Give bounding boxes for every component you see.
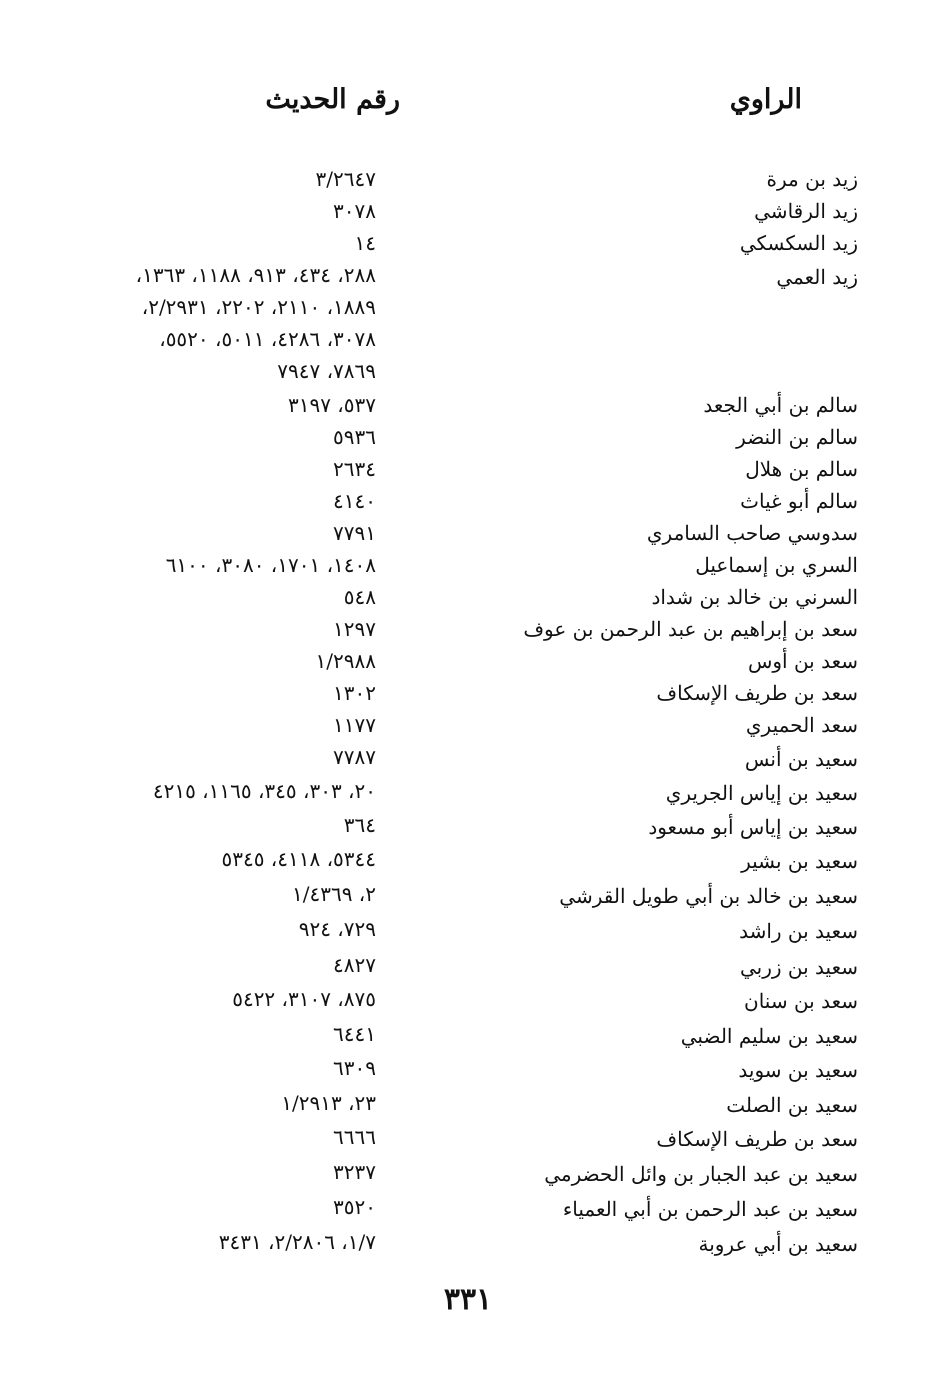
narrator-column-header: الراوي [729,84,802,115]
number-line: ٧٧٩١ [333,521,376,545]
narrator-name: سعيد بن عبد الرحمن بن أبي العمياء [562,1197,858,1221]
number-line: ٢٣، ١/٢٩١٣ [281,1091,376,1115]
number-line: ٧٨٦٩، ٧٩٤٧ [277,359,376,383]
number-line: ١٤٠٨، ١٧٠١، ٣٠٨٠، ٦١٠٠ [165,553,376,577]
number-line: ١/٧، ٢/٢٨٠٦، ٣٤٣١ [218,1230,376,1254]
narrator-name: السرني بن خالد بن شداد [651,585,858,609]
number-line: ١٣٠٢ [333,681,376,705]
number-line: ٥٣٧، ٣١٩٧ [287,393,376,417]
narrator-name: سعد بن أوس [747,649,858,673]
narrator-name: سعيد بن راشد [739,919,858,943]
narrator-name: سعد بن طريف الإسكاف [656,681,858,705]
number-line: ٧٢٩، ٩٢٤ [298,917,376,941]
narrator-name: سعيد بن أبي عروبة [698,1232,858,1256]
narrator-name: سعيد بن إياس أبو مسعود [648,815,858,839]
number-line: ٣٠٧٨، ٤٢٨٦، ٥٠١١، ٥٥٢٠، [159,327,376,351]
number-line: ٤١٤٠ [333,489,376,513]
number-line: ٥٣٤٤، ٤١١٨، ٥٣٤٥ [221,847,376,871]
number-line: ٣/٢٦٤٧ [315,167,376,191]
number-line: ٦٣٠٩ [333,1056,376,1080]
number-line: ٢، ١/٤٣٦٩ [291,882,376,906]
narrator-name: زيد السكسكي [739,231,858,255]
narrator-name: زيد العمي [776,265,858,289]
narrator-name: سعيد بن سليم الضبي [680,1024,858,1048]
number-line: ٧٧٨٧ [333,745,376,769]
page-number: ٣٣١ [443,1282,493,1317]
number-line: ١١٧٧ [333,713,376,737]
narrator-name: سعيد بن إياس الجريري [665,781,858,805]
number-line: ٢٠، ٣٠٣، ٣٤٥، ١١٦٥، ٤٢١٥ [152,779,376,803]
number-line: ١/٢٩٨٨ [315,649,376,673]
number-line: ٨٧٥، ٣١٠٧، ٥٤٢٢ [232,987,376,1011]
number-line: ٥٩٣٦ [333,425,376,449]
number-line: ٣٦٤ [343,813,376,837]
narrator-name: سعيد بن خالد بن أبي طويل القرشي [559,884,858,908]
narrator-name: زيد الرقاشي [754,199,858,223]
number-line: ١٤ [354,231,376,255]
number-line: ٢٨٨، ٤٣٤، ٩١٣، ١١٨٨، ١٣٦٣، [135,263,376,287]
narrator-name: سعد الحميري [745,713,858,737]
narrator-name: سعيد بن بشير [741,849,858,873]
narrator-name: سعيد بن زربي [740,955,858,979]
narrator-name: سعد بن طريف الإسكاف [656,1127,858,1151]
narrator-name: زيد بن مرة [766,167,858,191]
narrator-name: سالم أبو غياث [740,489,858,513]
number-line: ٦٤٤١ [333,1022,376,1046]
number-line: ٣٥٢٠ [333,1195,376,1219]
narrator-name: سدوسي صاحب السامري [646,521,858,545]
narrator-name: سالم بن هلال [745,457,858,481]
number-line: ٦٦٦٦ [333,1125,376,1149]
narrator-name: سعد بن إبراهيم بن عبد الرحمن بن عوف [523,617,858,641]
narrator-name: سعيد بن سويد [738,1058,858,1082]
number-line: ١٢٩٧ [333,617,376,641]
narrator-name: سالم بن أبي الجعد [703,393,858,417]
narrator-name: سعيد بن أنس [744,747,858,771]
narrator-name: سالم بن النضر [736,425,858,449]
number-line: ٣٠٧٨ [333,199,376,223]
narrator-name: السري بن إسماعيل [695,553,858,577]
hadith-number-column-header: رقم الحديث [265,84,400,115]
number-line: ١٨٨٩، ٢١١٠، ٢٢٠٢، ٢/٢٩٣١، [141,295,376,319]
number-line: ٥٤٨ [343,585,376,609]
number-line: ٤٨٢٧ [333,953,376,977]
number-line: ٢٦٣٤ [333,457,376,481]
narrator-name: سعيد بن الصلت [726,1093,858,1117]
number-line: ٣٢٣٧ [333,1160,376,1184]
narrator-name: سعيد بن عبد الجبار بن وائل الحضرمي [544,1162,858,1186]
narrator-name: سعد بن سنان [744,989,858,1013]
